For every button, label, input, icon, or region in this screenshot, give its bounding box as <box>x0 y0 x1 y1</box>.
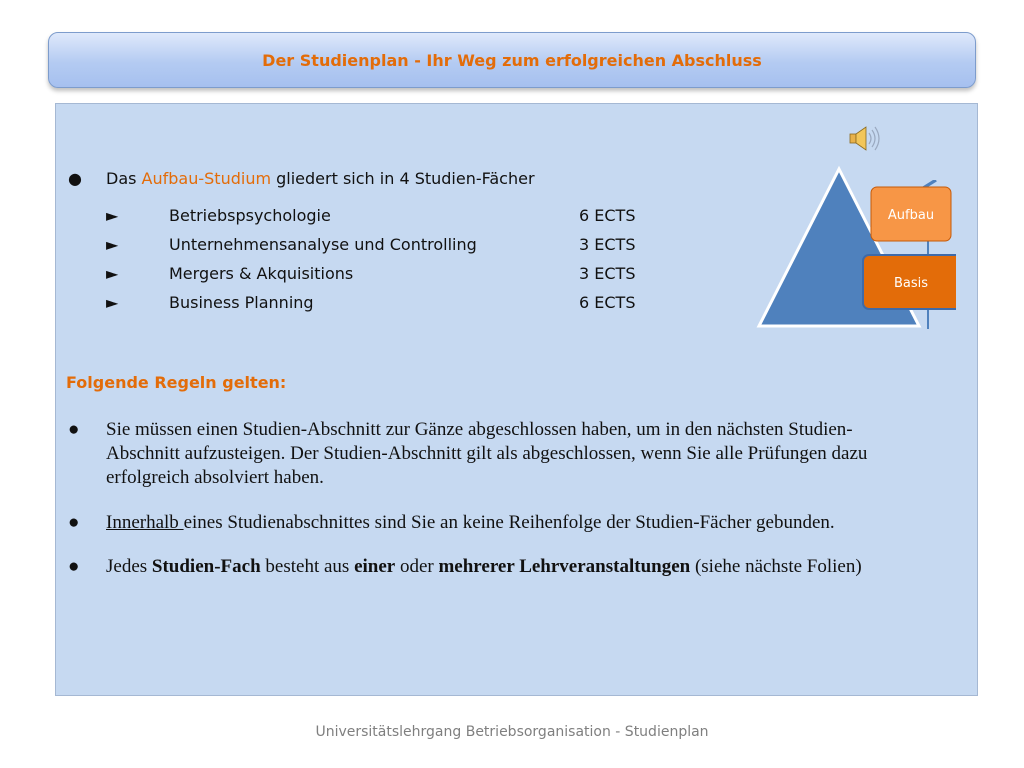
rule-text <box>106 555 926 579</box>
speaker-icon[interactable] <box>850 127 879 150</box>
slide-title: Der Studienplan - Ihr Weg zum erfolgreichen Abschluss <box>262 50 762 70</box>
study-pyramid-diagram <box>756 124 956 339</box>
rules-heading: Folgende Regeln gelten: <box>66 373 287 392</box>
rule-rest: eines Studienabschnittes sind Sie an keine Reihenfolge der Studien-Fächer gebunden. <box>183 512 835 533</box>
subject-name: Betriebspsychologie <box>169 206 331 225</box>
rule-bullet: ● <box>68 419 80 440</box>
rule-bold: einer <box>354 556 396 577</box>
rule-item <box>68 511 928 537</box>
rule-part: Jedes <box>106 556 152 577</box>
subject-ects: 3 ECTS <box>579 264 636 283</box>
rule-item <box>68 555 928 581</box>
basis-label: Basis <box>893 276 929 291</box>
arrow-icon: ► <box>106 264 119 283</box>
rule-bullet: ● <box>68 512 80 533</box>
intro-suffix: gliedert sich in 4 Studien-Fächer <box>271 169 535 188</box>
rule-text: Sie müssen einen Studien-Abschnitt zur Gänze abgeschlossen haben, um in den nächsten Studien-Abschnitt aufzusteigen. Der Studien-Abschnitt gilt als abgeschlossen, wenn Sie alle Prüfungen dazu erfolgreich absolviert haben. <box>106 419 868 488</box>
rule-bold: Studien-Fach <box>151 556 261 577</box>
footer-text: Universitätslehrgang Betriebsorganisation - Studienplan <box>315 724 709 740</box>
arrow-icon: ► <box>106 235 119 254</box>
subject-name: Mergers & Akquisitions <box>169 264 354 283</box>
rule-bold: mehrerer Lehrveranstaltungen <box>438 556 691 577</box>
rule-part: besteht aus <box>260 556 355 577</box>
content-panel <box>55 103 978 696</box>
slide-title-bar <box>48 32 976 88</box>
rule-text <box>106 511 926 535</box>
aufbau-box <box>871 187 951 241</box>
intro-text <box>106 169 535 188</box>
rule-part: (siehe nächste Folien) <box>690 556 862 577</box>
arrow-icon: ► <box>106 206 119 225</box>
aufbau-label: Aufbau <box>887 208 935 223</box>
subject-ects: 3 ECTS <box>579 235 636 254</box>
intro-prefix: Das <box>106 169 142 188</box>
subject-name: Unternehmensanalyse und Controlling <box>169 235 477 254</box>
arrow-icon: ► <box>106 293 119 312</box>
rule-part: oder <box>395 556 439 577</box>
subject-ects: 6 ECTS <box>579 206 636 225</box>
basis-box <box>863 255 956 309</box>
rule-bullet: ● <box>68 556 80 577</box>
rule-item <box>68 418 928 493</box>
intro-bullet: ● <box>68 169 82 188</box>
rule-underlined: Innerhalb <box>106 512 184 533</box>
intro-highlight: Aufbau-Studium <box>141 169 272 188</box>
subject-ects: 6 ECTS <box>579 293 636 312</box>
subject-name: Business Planning <box>169 293 314 312</box>
